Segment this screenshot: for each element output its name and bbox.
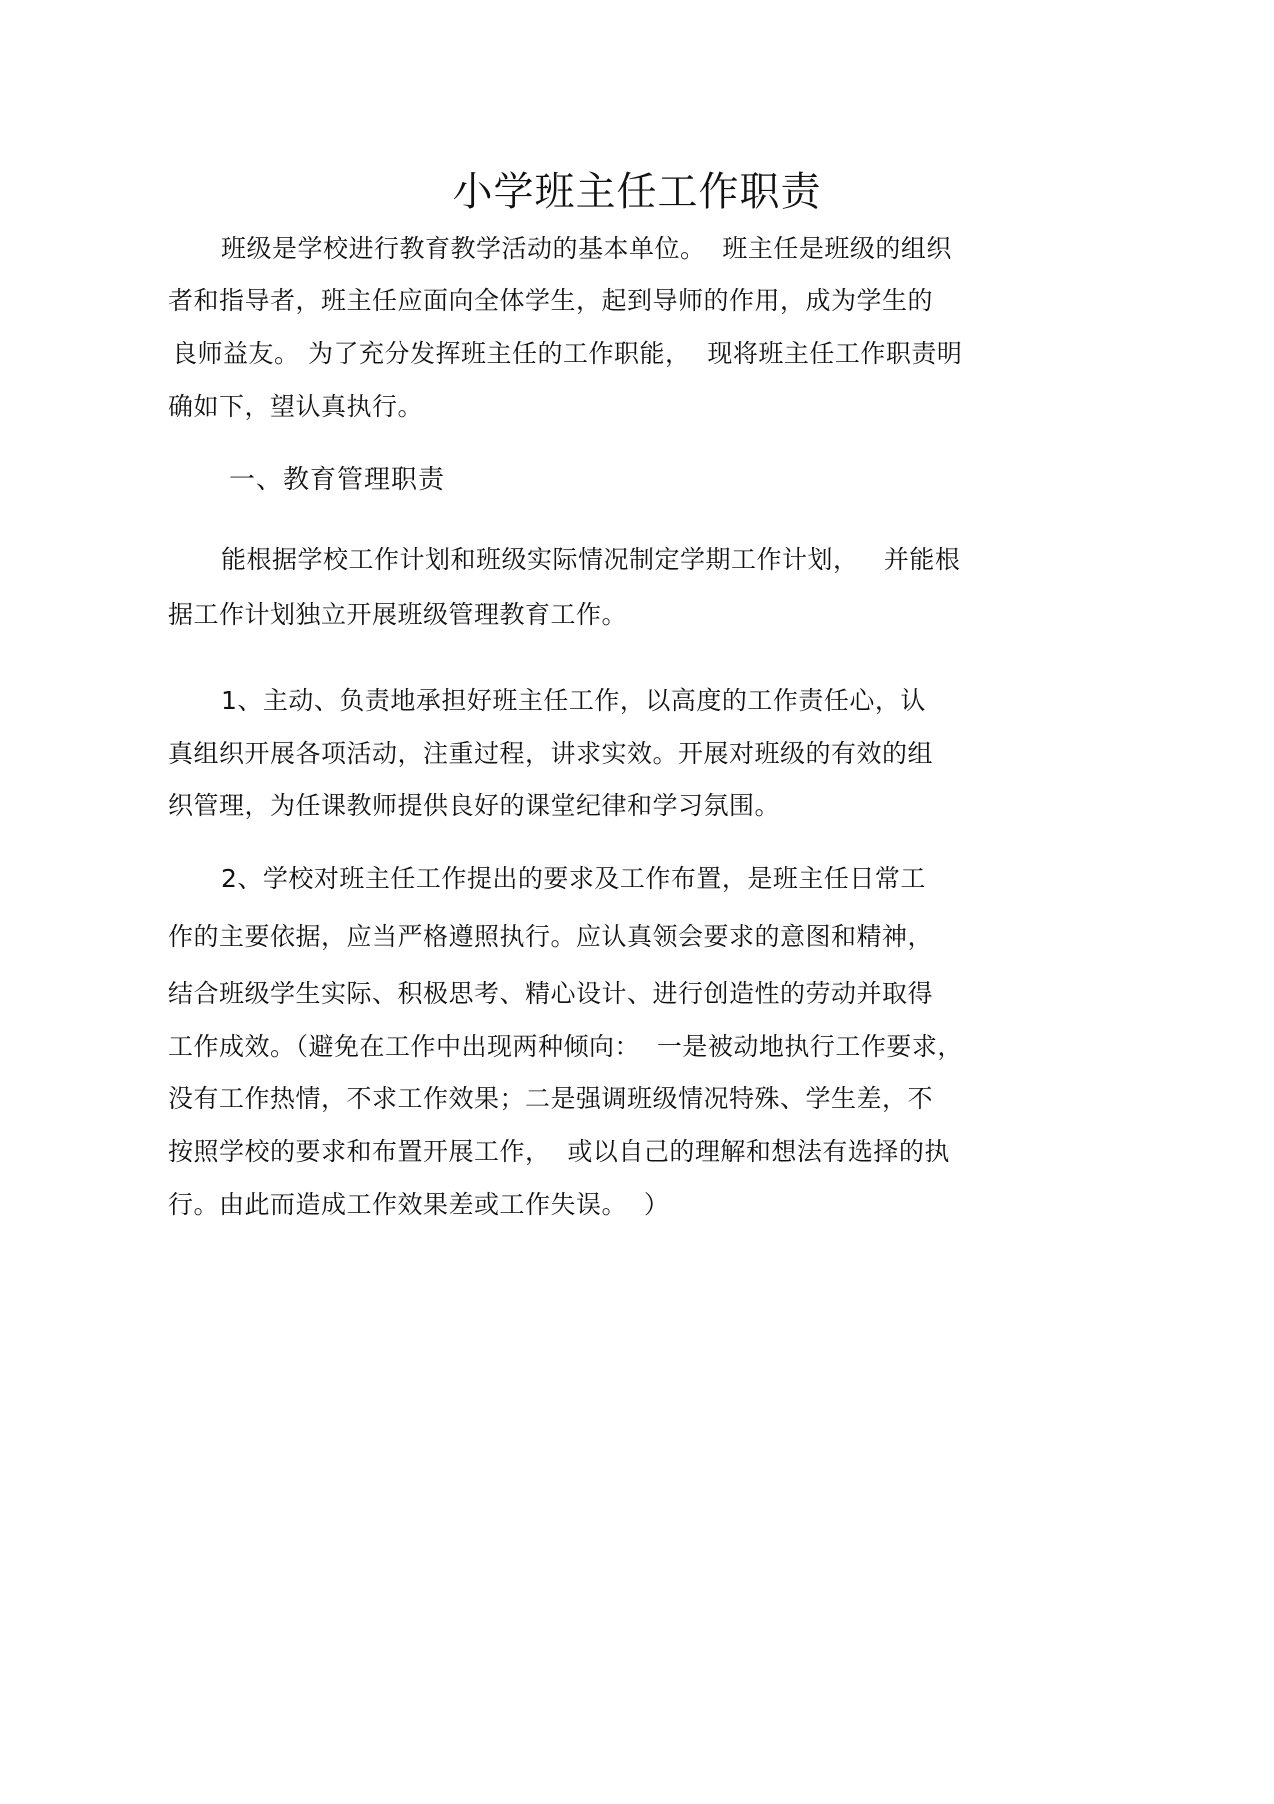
paragraph-line: 1、主动、负责地承担好班主任工作，以高度的工作责任心，认 xyxy=(221,686,926,715)
paragraph-line: 2、学校对班主任工作提出的要求及工作布置，是班主任日常工 xyxy=(221,864,926,893)
paragraph-line: 班级是学校进行教育教学活动的基本单位。 班主任是班级的组织 xyxy=(221,234,952,263)
paragraph-line: 按照学校的要求和布置开展工作， 或以自己的理解和想法有选择的执 xyxy=(168,1137,950,1166)
paragraph-line: 作的主要依据，应当严格遵照执行。应认真领会要求的意图和精神， xyxy=(168,922,934,951)
paragraph-line: 良师益友。 为了充分发挥班主任的工作职能， 现将班主任工作职责明 xyxy=(172,339,963,368)
paragraph-line: 没有工作热情，不求工作效果；二是强调班级情况特殊、学生差，不 xyxy=(168,1084,934,1113)
document-title: 小学班主任工作职责 xyxy=(452,169,822,215)
paragraph-line: 工作成效。（避免在工作中出现两种倾向： 一是被动地执行工作要求， xyxy=(168,1032,963,1061)
paragraph-line: 行。由此而造成工作效果差或工作失误。 ） xyxy=(168,1190,670,1219)
paragraph-line: 据工作计划独立开展班级管理教育工作。 xyxy=(168,600,628,629)
paragraph-line: 织管理，为任课教师提供良好的课堂纪律和学习氛围。 xyxy=(168,791,781,820)
paragraph-line: 者和指导者，班主任应面向全体学生，起到导师的作用，成为学生的 xyxy=(168,286,934,315)
section-heading: 一、教育管理职责 xyxy=(229,465,446,495)
paragraph-line: 真组织开展各项活动，注重过程，讲求实效。开展对班级的有效的组 xyxy=(168,739,934,768)
paragraph-line: 结合班级学生实际、积极思考、精心设计、进行创造性的劳动并取得 xyxy=(168,979,934,1008)
paragraph-line: 能根据学校工作计划和班级实际情况制定学期工作计划， 并能根 xyxy=(221,545,961,574)
paragraph-line: 确如下，望认真执行。 xyxy=(168,392,424,421)
